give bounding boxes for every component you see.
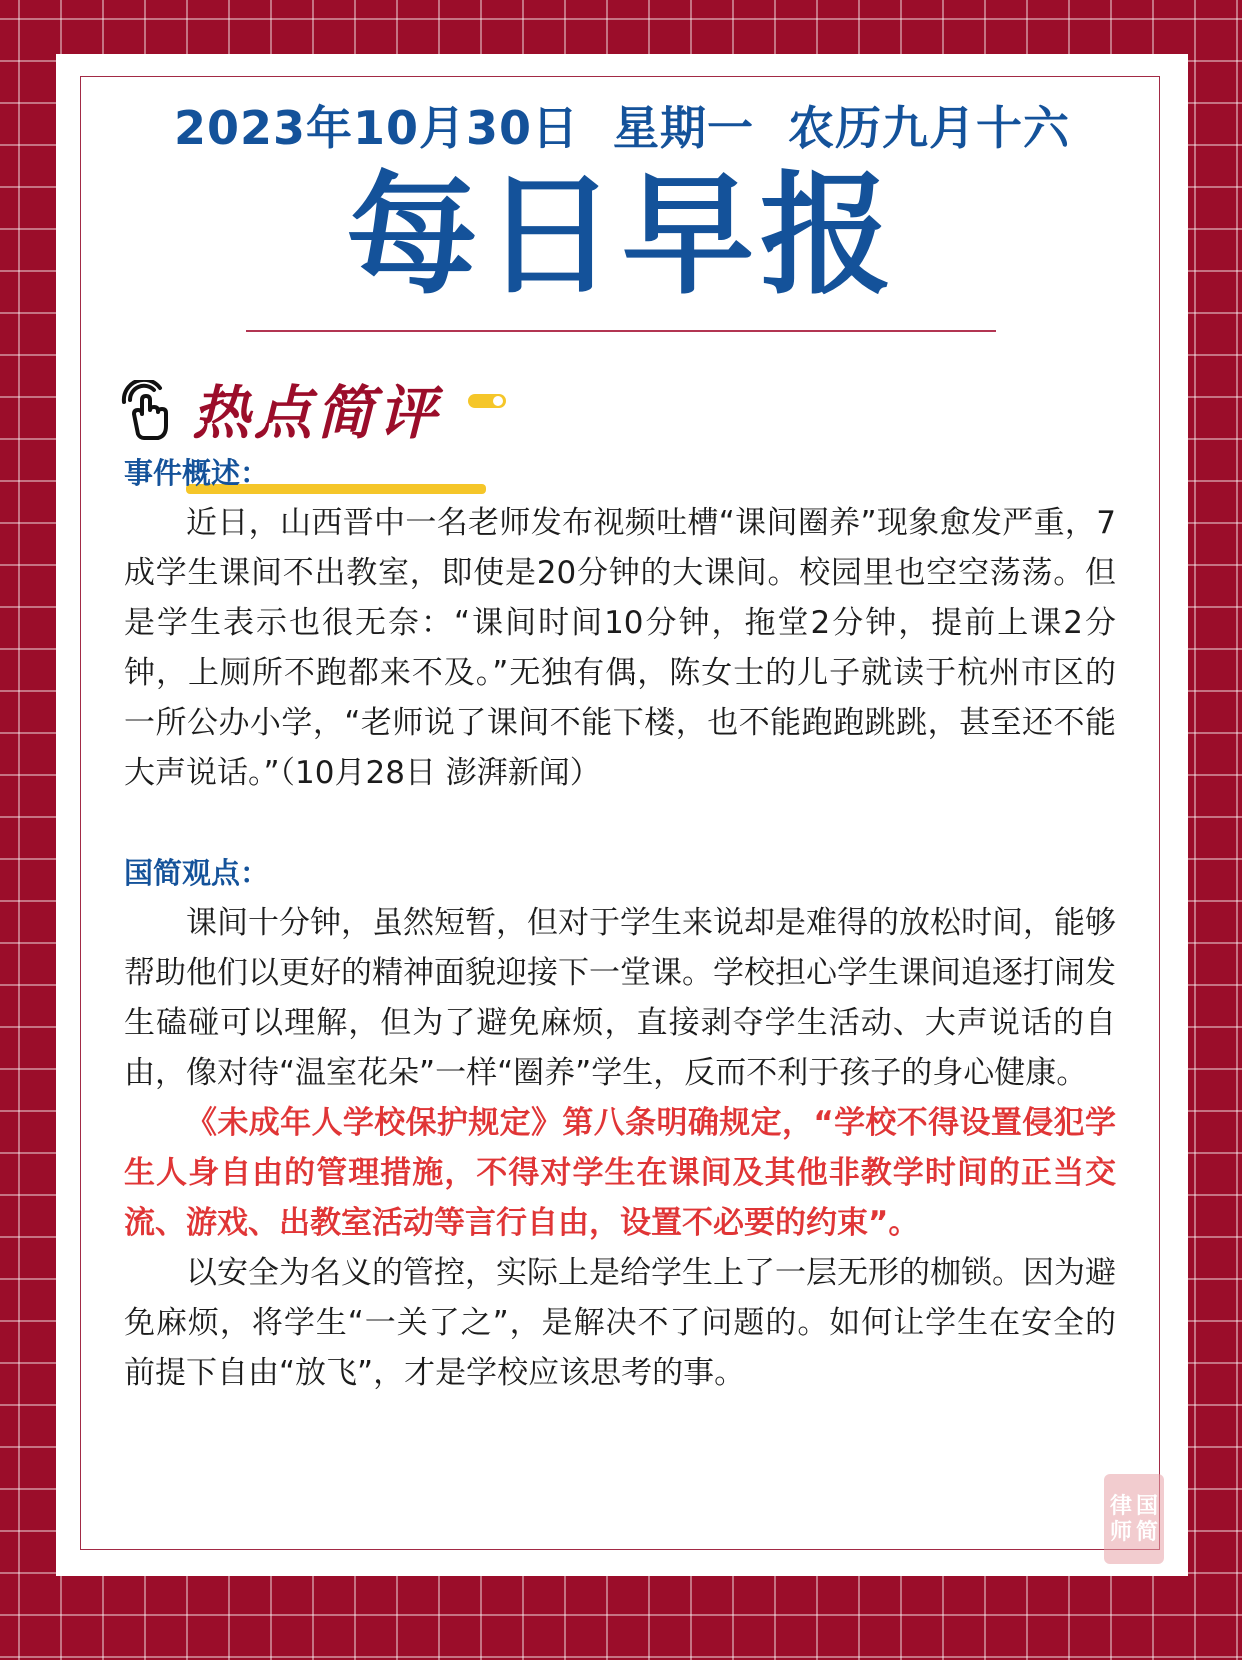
seal-char: 师 [1109,1519,1132,1545]
hand-pointer-icon [120,380,180,442]
toggle-pill-icon [468,394,506,408]
seal-watermark [1104,1474,1164,1564]
title-divider [246,330,996,332]
seal-char: 简 [1135,1519,1158,1545]
event-heading: 事件概述： [124,456,270,490]
date-line: 2023年10月30日 星期一 农历九月十六 [173,101,1071,155]
report-card [56,54,1188,1576]
page-title: 每日早报 [346,159,898,313]
seal-char: 律 [1109,1493,1132,1519]
regulation-quote: 《未成年人学校保护规定》第八条明确规定，“学校不得设置侵犯学生人身自由的管理措施，不得对学生在课间及其他非教学时间的正当交流、游戏、出教室活动等言行自由，设置不必要的约束”。 [124,1105,1116,1241]
opinion-paragraph-1: 课间十分钟，虽然短暂，但对于学生来说却是难得的放松时间，能够帮助他们以更好的精神面貌迎接下一堂课。学校担心学生课间追逐打闹发生磕碰可以理解，但为了避免麻烦，直接剥夺学生活动、大声说话的自由，像对待“温室花朵”一样“圈养”学生，反而不利于孩子的身心健康。 [124,905,1116,1091]
article-body [124,448,1116,1398]
paragraph-spacer [124,798,1116,848]
seal-char: 国 [1135,1493,1158,1519]
opinion-heading: 国简观点： [124,856,270,890]
event-paragraph: 近日，山西晋中一名老师发布视频吐槽“课间圈养”现象愈发严重，7成学生课间不出教室，即使是20分钟的大课间。校园里也空空荡荡。但是学生表示也很无奈：“课间时间10分钟，拖堂2分钟，提前上课2分钟，上厕所不跑都来不及。”无独有偶，陈女士的儿子就读于杭州市区的一所公办小学，“老师说了课间不能下楼，也不能跑跑跳跳，甚至还不能大声说话。”（10月28日 澎湃新闻） [124,505,1116,791]
opinion-paragraph-3: 以安全为名义的管控，实际上是给学生上了一层无形的枷锁。因为避免麻烦，将学生“一关了之”，是解决不了问题的。如何让学生在安全的前提下自由“放飞”，才是学校应该思考的事。 [124,1255,1116,1391]
section-title: 热点简评 [192,379,441,447]
